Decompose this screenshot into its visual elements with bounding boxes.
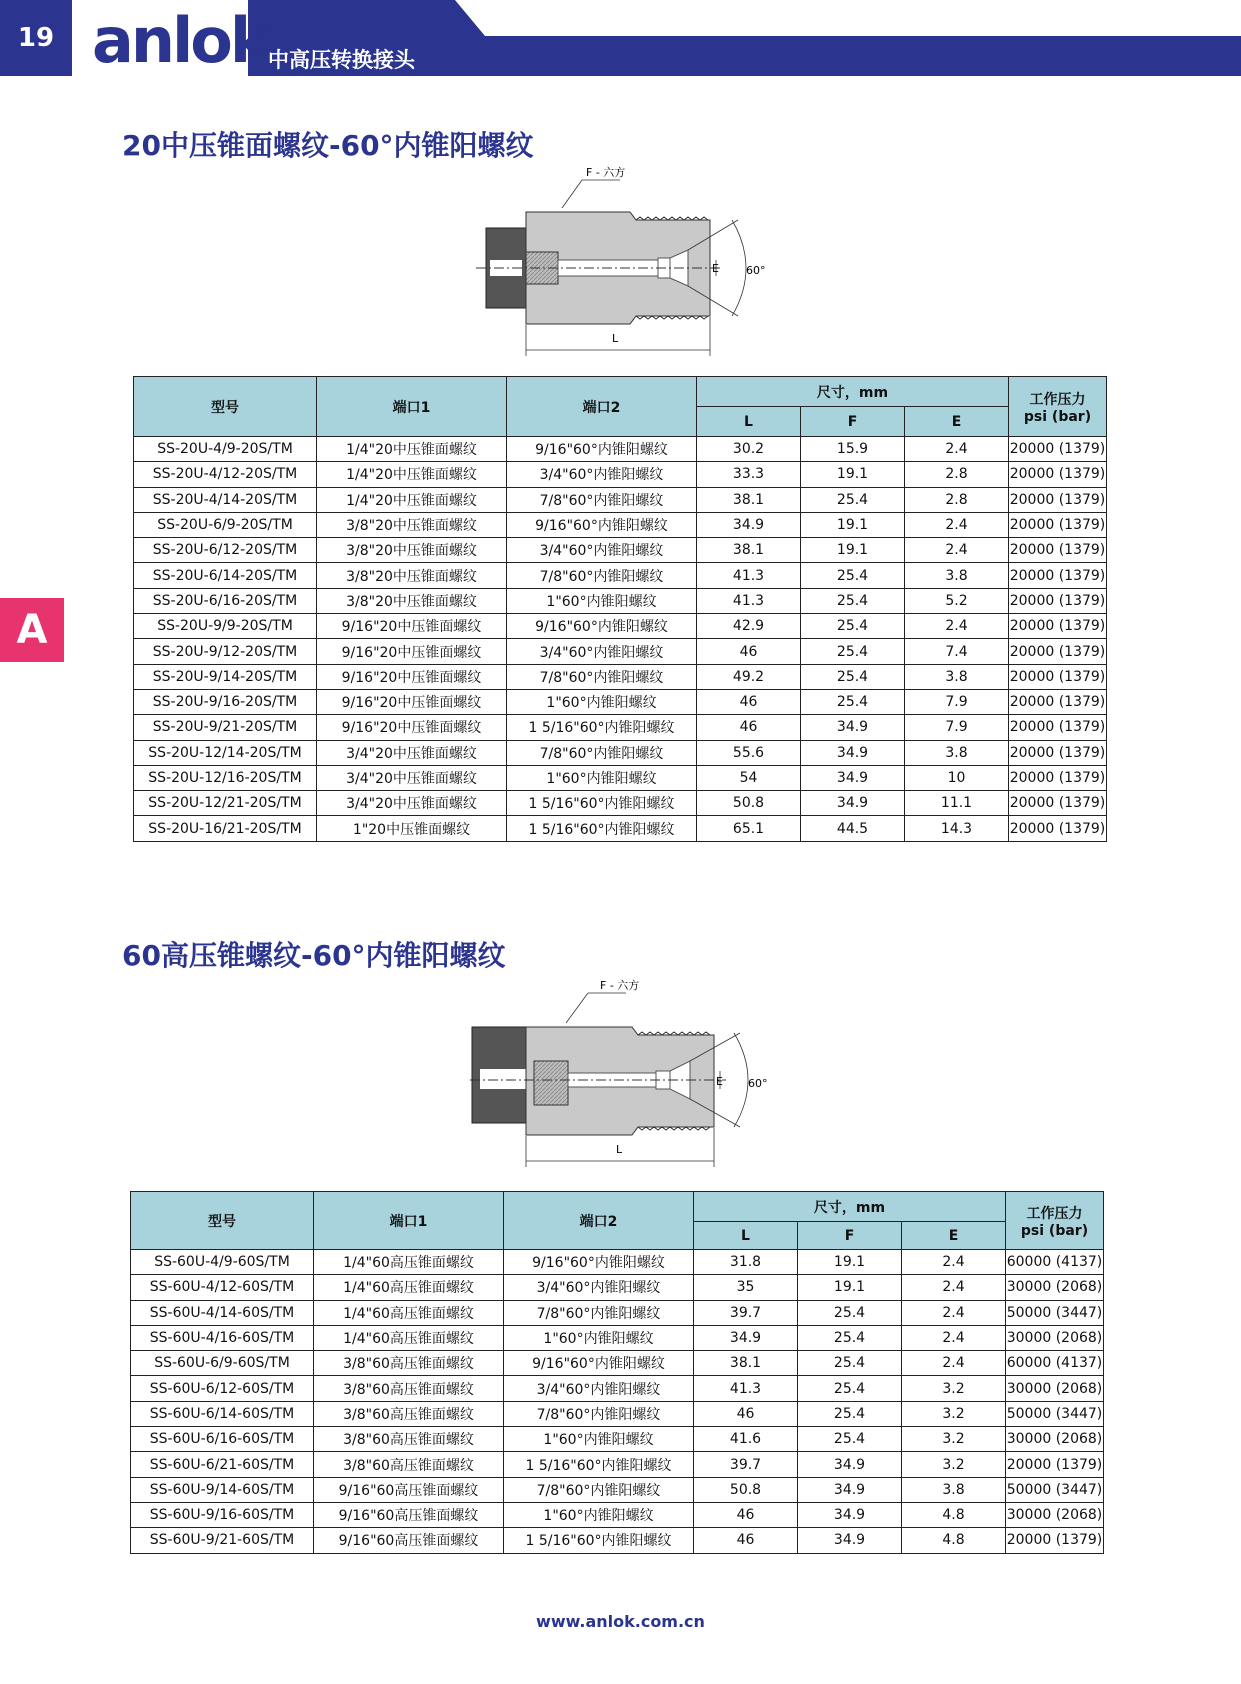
cell-model: SS-60U-6/14-60S/TM [131,1401,314,1426]
cell-l: 34.9 [694,1325,798,1350]
cell-pressure: 30000 (2068) [1006,1376,1104,1401]
cell-model: SS-20U-9/9-20S/TM [134,614,317,639]
table-row [131,1502,1104,1527]
cell-e: 2.4 [905,538,1009,563]
cell-l: 50.8 [694,1477,798,1502]
cell-pressure: 20000 (1379) [1009,765,1107,790]
cell-pressure: 30000 (2068) [1006,1325,1104,1350]
cell-l: 41.6 [694,1427,798,1452]
cell-model: SS-20U-6/14-20S/TM [134,563,317,588]
cell-e: 3.8 [902,1477,1006,1502]
cell-l: 41.3 [697,563,801,588]
cell-l: 46 [694,1528,798,1553]
table-row [134,462,1107,487]
cell-port1: 9/16"60高压锥面螺纹 [314,1477,504,1502]
side-tab: A [0,598,64,662]
cell-port2: 7/8"60°内锥阳螺纹 [507,740,697,765]
cell-e: 3.2 [902,1427,1006,1452]
cell-l: 46 [694,1502,798,1527]
table-row [134,512,1107,537]
cell-pressure: 20000 (1379) [1009,689,1107,714]
cell-model: SS-20U-9/16-20S/TM [134,689,317,714]
cell-model: SS-60U-4/9-60S/TM [131,1250,314,1275]
cell-pressure: 20000 (1379) [1009,740,1107,765]
cell-model: SS-20U-12/14-20S/TM [134,740,317,765]
cell-f: 19.1 [801,512,905,537]
cell-pressure: 20000 (1379) [1006,1528,1104,1553]
cell-f: 25.4 [801,639,905,664]
cell-f: 34.9 [798,1502,902,1527]
cell-port1: 1/4"60高压锥面螺纹 [314,1275,504,1300]
cell-f: 34.9 [801,715,905,740]
table-row [131,1351,1104,1376]
cell-port2: 1 5/16"60°内锥阳螺纹 [504,1528,694,1553]
cell-port2: 9/16"60°内锥阳螺纹 [507,437,697,462]
cell-port1: 3/8"20中压锥面螺纹 [317,588,507,613]
cell-e: 2.4 [902,1275,1006,1300]
cell-model: SS-60U-6/12-60S/TM [131,1376,314,1401]
table-row [134,715,1107,740]
cell-e: 3.8 [905,740,1009,765]
table-row [134,487,1107,512]
table-row [134,765,1107,790]
table-row [134,791,1107,816]
cell-port1: 3/8"60高压锥面螺纹 [314,1427,504,1452]
header-e: E [902,1222,1006,1250]
cell-l: 38.1 [697,538,801,563]
cell-port1: 3/8"20中压锥面螺纹 [317,538,507,563]
cell-pressure: 20000 (1379) [1009,791,1107,816]
cell-e: 2.4 [905,614,1009,639]
table-row [134,689,1107,714]
header-pressure: 工作压力 psi (bar) [1009,377,1107,437]
cell-pressure: 60000 (4137) [1006,1351,1104,1376]
cell-pressure: 20000 (1379) [1009,538,1107,563]
cell-l: 46 [694,1401,798,1426]
cell-port1: 3/4"20中压锥面螺纹 [317,791,507,816]
cell-model: SS-60U-9/16-60S/TM [131,1502,314,1527]
cell-pressure: 20000 (1379) [1009,462,1107,487]
brand-logo: anlok [92,4,269,77]
cell-f: 25.4 [801,563,905,588]
header-title: 中高压转换接头 [268,48,415,72]
cell-port2: 1"60°内锥阳螺纹 [507,588,697,613]
cell-e: 2.8 [905,462,1009,487]
spec-table-20 [133,376,1107,842]
header-port1: 端口1 [317,377,507,437]
table-row [131,1528,1104,1553]
cell-e: 2.4 [902,1325,1006,1350]
cell-model: SS-60U-4/16-60S/TM [131,1325,314,1350]
angle-label: 60° [746,264,766,277]
cell-port1: 9/16"20中压锥面螺纹 [317,689,507,714]
cell-e: 3.8 [905,664,1009,689]
cell-e: 4.8 [902,1528,1006,1553]
cell-model: SS-60U-6/16-60S/TM [131,1427,314,1452]
header-model: 型号 [131,1192,314,1250]
table-row [134,588,1107,613]
cell-port2: 7/8"60°内锥阳螺纹 [504,1401,694,1426]
cell-l: 41.3 [694,1376,798,1401]
header-e: E [905,407,1009,437]
cell-port2: 9/16"60°内锥阳螺纹 [504,1250,694,1275]
cell-model: SS-20U-12/21-20S/TM [134,791,317,816]
cell-pressure: 20000 (1379) [1009,639,1107,664]
cell-pressure: 30000 (2068) [1006,1275,1104,1300]
section-title: 20中压锥面螺纹-60°内锥阳螺纹 [122,129,534,162]
cell-e: 14.3 [905,816,1009,841]
cell-f: 25.4 [801,664,905,689]
cell-port1: 9/16"60高压锥面螺纹 [314,1528,504,1553]
cell-port2: 1"60°内锥阳螺纹 [504,1325,694,1350]
cell-port2: 1"60°内锥阳螺纹 [504,1502,694,1527]
table-row [134,563,1107,588]
cell-f: 34.9 [801,740,905,765]
cell-model: SS-20U-4/12-20S/TM [134,462,317,487]
table-row [131,1300,1104,1325]
table-row [131,1427,1104,1452]
cell-e: 7.9 [905,689,1009,714]
cell-model: SS-20U-9/12-20S/TM [134,639,317,664]
dimension-l-label: L [616,1143,623,1156]
cell-l: 38.1 [694,1351,798,1376]
cell-model: SS-60U-6/9-60S/TM [131,1351,314,1376]
cell-e: 3.2 [902,1376,1006,1401]
header-pressure: 工作压力 psi (bar) [1006,1192,1104,1250]
cell-pressure: 20000 (1379) [1006,1452,1104,1477]
cell-port1: 1/4"20中压锥面螺纹 [317,437,507,462]
cell-pressure: 20000 (1379) [1009,588,1107,613]
table-row [131,1477,1104,1502]
table-row [131,1376,1104,1401]
table-row [134,614,1107,639]
cell-e: 7.9 [905,715,1009,740]
page-number: 19 [0,0,72,76]
cell-pressure: 20000 (1379) [1009,816,1107,841]
cell-model: SS-20U-4/14-20S/TM [134,487,317,512]
cell-f: 34.9 [801,765,905,790]
dimension-e-label: E [716,1075,723,1088]
cell-model: SS-20U-9/14-20S/TM [134,664,317,689]
cell-port1: 1/4"60高压锥面螺纹 [314,1325,504,1350]
cell-model: SS-60U-4/14-60S/TM [131,1300,314,1325]
cell-pressure: 50000 (3447) [1006,1300,1104,1325]
cell-e: 5.2 [905,588,1009,613]
hex-label: F - 六方 [600,979,640,992]
table-row [134,740,1107,765]
cell-port1: 9/16"20中压锥面螺纹 [317,715,507,740]
cell-port2: 1 5/16"60°内锥阳螺纹 [507,715,697,740]
cell-port2: 1"60°内锥阳螺纹 [507,689,697,714]
cell-port1: 3/8"20中压锥面螺纹 [317,563,507,588]
cell-port2: 3/4"60°内锥阳螺纹 [507,462,697,487]
cell-f: 19.1 [798,1250,902,1275]
cell-e: 2.8 [905,487,1009,512]
header-f: F [798,1222,902,1250]
cell-model: SS-20U-6/16-20S/TM [134,588,317,613]
cell-f: 15.9 [801,437,905,462]
angle-label: 60° [748,1077,768,1090]
cell-l: 49.2 [697,664,801,689]
cell-e: 10 [905,765,1009,790]
cell-port1: 3/4"20中压锥面螺纹 [317,765,507,790]
cell-l: 34.9 [697,512,801,537]
cell-port2: 9/16"60°内锥阳螺纹 [504,1351,694,1376]
cell-port2: 1"60°内锥阳螺纹 [504,1427,694,1452]
table-row [134,538,1107,563]
table-row [134,639,1107,664]
cell-port1: 9/16"60高压锥面螺纹 [314,1502,504,1527]
cell-l: 31.8 [694,1250,798,1275]
cell-port1: 9/16"20中压锥面螺纹 [317,614,507,639]
cell-port1: 3/4"20中压锥面螺纹 [317,740,507,765]
cell-port1: 9/16"20中压锥面螺纹 [317,639,507,664]
cell-pressure: 20000 (1379) [1009,437,1107,462]
cell-f: 25.4 [801,689,905,714]
cell-f: 25.4 [801,614,905,639]
cell-pressure: 20000 (1379) [1009,715,1107,740]
cell-l: 30.2 [697,437,801,462]
cell-model: SS-60U-9/21-60S/TM [131,1528,314,1553]
cell-port2: 9/16"60°内锥阳螺纹 [507,512,697,537]
header-model: 型号 [134,377,317,437]
header-port1: 端口1 [314,1192,504,1250]
cell-port2: 1 5/16"60°内锥阳螺纹 [507,816,697,841]
cell-pressure: 50000 (3447) [1006,1401,1104,1426]
cell-f: 25.4 [801,588,905,613]
cell-f: 25.4 [801,487,905,512]
table-row [131,1250,1104,1275]
cell-l: 46 [697,715,801,740]
cell-port1: 1/4"20中压锥面螺纹 [317,487,507,512]
footer-url: www.anlok.com.cn [536,1612,705,1631]
cell-f: 25.4 [798,1427,902,1452]
cell-e: 3.8 [905,563,1009,588]
cell-l: 55.6 [697,740,801,765]
cell-port2: 3/4"60°内锥阳螺纹 [504,1376,694,1401]
cell-model: SS-20U-6/9-20S/TM [134,512,317,537]
cell-port1: 1"20中压锥面螺纹 [317,816,507,841]
cell-port2: 7/8"60°内锥阳螺纹 [504,1300,694,1325]
cell-port2: 1"60°内锥阳螺纹 [507,765,697,790]
cell-port2: 7/8"60°内锥阳螺纹 [507,563,697,588]
cell-f: 25.4 [798,1351,902,1376]
cell-port1: 3/8"20中压锥面螺纹 [317,512,507,537]
cell-model: SS-20U-4/9-20S/TM [134,437,317,462]
cell-model: SS-20U-6/12-20S/TM [134,538,317,563]
cell-pressure: 20000 (1379) [1009,664,1107,689]
table-row [134,437,1107,462]
fitting-diagram [470,975,770,1175]
cell-pressure: 30000 (2068) [1006,1427,1104,1452]
cell-l: 39.7 [694,1300,798,1325]
cell-model: SS-60U-9/14-60S/TM [131,1477,314,1502]
cell-f: 25.4 [798,1401,902,1426]
table-row [131,1275,1104,1300]
table-row [131,1452,1104,1477]
cell-f: 34.9 [798,1477,902,1502]
cell-e: 3.2 [902,1452,1006,1477]
cell-port2: 9/16"60°内锥阳螺纹 [507,614,697,639]
cell-f: 34.9 [798,1528,902,1553]
spec-table-60 [130,1191,1104,1554]
hex-label: F - 六方 [586,166,626,179]
header-l: L [694,1222,798,1250]
cell-port2: 3/4"60°内锥阳螺纹 [504,1275,694,1300]
cell-pressure: 20000 (1379) [1009,512,1107,537]
table-row [134,816,1107,841]
cell-model: SS-60U-6/21-60S/TM [131,1452,314,1477]
cell-port1: 1/4"20中压锥面螺纹 [317,462,507,487]
cell-l: 46 [697,689,801,714]
cell-port2: 7/8"60°内锥阳螺纹 [504,1477,694,1502]
header-l: L [697,407,801,437]
cell-l: 35 [694,1275,798,1300]
dimension-e-label: E [712,262,719,275]
header-port2: 端口2 [507,377,697,437]
cell-pressure: 30000 (2068) [1006,1502,1104,1527]
cell-port2: 7/8"60°内锥阳螺纹 [507,664,697,689]
cell-port1: 3/8"60高压锥面螺纹 [314,1376,504,1401]
cell-model: SS-60U-4/12-60S/TM [131,1275,314,1300]
cell-l: 54 [697,765,801,790]
cell-port1: 1/4"60高压锥面螺纹 [314,1250,504,1275]
cell-port1: 3/8"60高压锥面螺纹 [314,1401,504,1426]
cell-port1: 3/8"60高压锥面螺纹 [314,1351,504,1376]
cell-l: 41.3 [697,588,801,613]
cell-l: 50.8 [697,791,801,816]
cell-e: 2.4 [905,512,1009,537]
cell-port1: 1/4"60高压锥面螺纹 [314,1300,504,1325]
cell-port2: 1 5/16"60°内锥阳螺纹 [504,1452,694,1477]
cell-port2: 1 5/16"60°内锥阳螺纹 [507,791,697,816]
header-dims: 尺寸，mm [694,1192,1006,1222]
cell-l: 42.9 [697,614,801,639]
cell-model: SS-20U-16/21-20S/TM [134,816,317,841]
cell-e: 2.4 [905,437,1009,462]
cell-l: 46 [697,639,801,664]
cell-l: 38.1 [697,487,801,512]
cell-f: 44.5 [801,816,905,841]
table-row [131,1401,1104,1426]
cell-e: 2.4 [902,1351,1006,1376]
cell-l: 65.1 [697,816,801,841]
cell-pressure: 20000 (1379) [1009,614,1107,639]
cell-pressure: 20000 (1379) [1009,487,1107,512]
section-title: 60高压锥螺纹-60°内锥阳螺纹 [122,939,506,972]
cell-pressure: 60000 (4137) [1006,1250,1104,1275]
cell-pressure: 50000 (3447) [1006,1477,1104,1502]
cell-e: 4.8 [902,1502,1006,1527]
cell-e: 2.4 [902,1250,1006,1275]
cell-f: 34.9 [798,1452,902,1477]
cell-port2: 3/4"60°内锥阳螺纹 [507,538,697,563]
cell-model: SS-20U-9/21-20S/TM [134,715,317,740]
cell-l: 33.3 [697,462,801,487]
cell-f: 25.4 [798,1300,902,1325]
cell-model: SS-20U-12/16-20S/TM [134,765,317,790]
cell-f: 25.4 [798,1376,902,1401]
table-row [131,1325,1104,1350]
fitting-diagram [470,160,770,360]
cell-f: 25.4 [798,1325,902,1350]
cell-e: 11.1 [905,791,1009,816]
dimension-l-label: L [612,332,619,345]
cell-port2: 7/8"60°内锥阳螺纹 [507,487,697,512]
table-row [134,664,1107,689]
cell-port2: 3/4"60°内锥阳螺纹 [507,639,697,664]
cell-e: 7.4 [905,639,1009,664]
cell-e: 3.2 [902,1401,1006,1426]
cell-f: 19.1 [801,462,905,487]
cell-f: 19.1 [801,538,905,563]
cell-e: 2.4 [902,1300,1006,1325]
cell-f: 34.9 [801,791,905,816]
cell-f: 19.1 [798,1275,902,1300]
header-f: F [801,407,905,437]
header-dims: 尺寸，mm [697,377,1009,407]
cell-l: 39.7 [694,1452,798,1477]
cell-pressure: 20000 (1379) [1009,563,1107,588]
cell-port1: 3/8"60高压锥面螺纹 [314,1452,504,1477]
cell-port1: 9/16"20中压锥面螺纹 [317,664,507,689]
header-port2: 端口2 [504,1192,694,1250]
